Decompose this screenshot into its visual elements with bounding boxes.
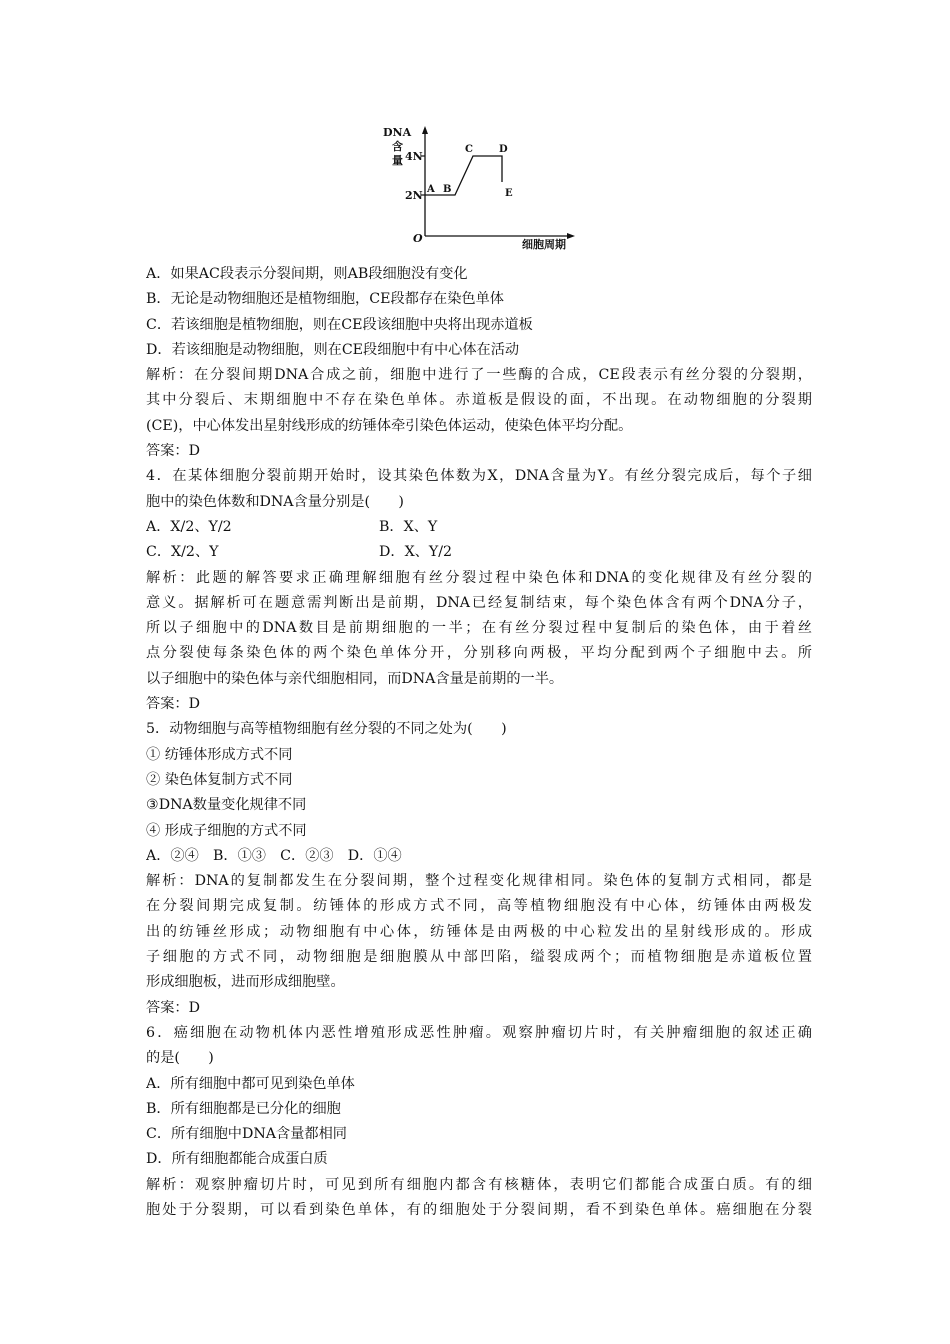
q4-stem-line: 4．在某体细胞分裂前期开始时，设其染色体数为X，DNA含量为Y。有丝分裂完成后，每个子细 xyxy=(146,468,812,485)
q6-analysis-line: 胞处于分裂期，可以看到染色单体，有的细胞处于分裂间期，看不到染色单体。癌细胞在分裂 xyxy=(146,1201,812,1218)
q6-analysis-line: 解析：观察肿瘤切片时，可见到所有细胞内都含有核糖体，表明它们都能合成蛋白质。有的细 xyxy=(146,1176,812,1193)
q4-option-b: B．X、Y xyxy=(379,518,438,535)
dna-curve xyxy=(425,156,502,195)
q4-analysis-line: 意义。据解析可在题意需判断出是前期，DNA已经复制结束，每个染色体含有两个DNA分子， xyxy=(146,594,812,611)
q5-analysis-line: 在分裂间期完成复制。纺锤体的形成方式不同，高等植物细胞没有中心体，纺锤体由两极发 xyxy=(146,898,812,915)
y-axis-label-liang: 量 xyxy=(392,154,403,167)
q5-item-3: ③DNA数量变化规律不同 xyxy=(146,797,307,814)
q3-option-a: A．如果AC段表示分裂间期，则AB段细胞没有变化 xyxy=(146,266,468,282)
point-label-d: D xyxy=(499,144,508,155)
x-axis-label: 细胞周期 xyxy=(522,238,566,251)
q4-analysis-line: 所以子细胞中的DNA数目是前期细胞的一半；在有丝分裂过程中复制后的染色体，由于着丝 xyxy=(146,620,812,637)
q5-analysis-line: 子细胞的方式不同，动物细胞是细胞膜从中部凹陷，缢裂成两个；而植物细胞是赤道板位置 xyxy=(146,949,812,966)
q3-option-c: C．若该细胞是植物细胞，则在CE段该细胞中央将出现赤道板 xyxy=(146,316,533,333)
q3-answer: 答案：D xyxy=(146,443,200,460)
q3-option-d: D．若该细胞是动物细胞，则在CE段细胞中有中心体在活动 xyxy=(146,341,520,358)
q3-option-b: B．无论是动物细胞还是植物细胞，CE段都存在染色单体 xyxy=(146,291,504,308)
q4-option-a: A．X/2、Y/2 xyxy=(146,518,232,535)
dna-content-graph xyxy=(375,122,585,262)
y-axis-label-han: 含 xyxy=(392,140,403,153)
q4-options-row xyxy=(146,515,812,540)
point-label-b: B xyxy=(443,184,452,195)
x-axis-arrow xyxy=(567,233,575,239)
tick-label-2n: 2N xyxy=(405,189,423,202)
q4-analysis-line: 解析：此题的解答要求正确理解细胞有丝分裂过程中染色体和DNA的变化规律及有丝分裂的 xyxy=(146,569,812,586)
q4-option-d: D．X、Y/2 xyxy=(379,544,453,561)
q5-analysis-line: 出的纺锤丝形成；动物细胞有中心体，纺锤体是由两极的中心粒发出的星射线形成的。形成 xyxy=(146,923,812,940)
q3-analysis-line: 解析：在分裂间期DNA合成之前，细胞中进行了一些酶的合成，CE段表示有丝分裂的分裂期， xyxy=(146,367,812,384)
q4-analysis-line: 以子细胞中的染色体与亲代细胞相同，而DNA含量是前期的一半。 xyxy=(146,670,564,687)
q4-option-c: C．X/2、Y xyxy=(146,544,219,561)
q6-stem-line: 6．癌细胞在动物机体内恶性增殖形成恶性肿瘤。观察肿瘤切片时，有关肿瘤细胞的叙述正确 xyxy=(146,1024,812,1041)
q6-option-c: C．所有细胞中DNA含量都相同 xyxy=(146,1126,347,1143)
point-label-c: C xyxy=(465,144,473,155)
point-label-e: E xyxy=(505,188,513,199)
q5-answer: 答案：D xyxy=(146,999,200,1016)
q5-item-1: ① 纺锤体形成方式不同 xyxy=(146,746,293,763)
dna-graph-svg xyxy=(375,122,585,262)
y-axis-label-dna: DNA xyxy=(383,126,412,139)
q3-analysis-line: 其中分裂后、末期细胞中不存在染色单体。赤道板是假设的面，不出现。在动物细胞的分裂期 xyxy=(146,392,812,409)
point-label-a: A xyxy=(427,184,435,195)
q5-item-4: ④ 形成子细胞的方式不同 xyxy=(146,822,307,839)
q4-options-row xyxy=(146,540,812,565)
q6-option-b: B．所有细胞都是已分化的细胞 xyxy=(146,1100,341,1117)
tick-label-4n: 4N xyxy=(405,150,423,163)
q5-analysis-line: 形成细胞板，进而形成细胞壁。 xyxy=(146,974,345,991)
origin-label: O xyxy=(413,232,423,245)
q4-analysis-line: 点分裂使每条染色体的两个染色单体分开，分别移向两极，平均分配到两个子细胞中去。所 xyxy=(146,645,812,662)
q4-stem-line: 胞中的染色体数和DNA含量分别是( ) xyxy=(146,493,404,510)
q6-stem-line: 的是( ) xyxy=(146,1050,214,1067)
q4-answer: 答案：D xyxy=(146,696,200,713)
q5-stem: 5．动物细胞与高等植物细胞有丝分裂的不同之处为( ) xyxy=(146,721,507,738)
q5-item-2: ② 染色体复制方式不同 xyxy=(146,771,293,788)
q6-option-a: A．所有细胞中都可见到染色单体 xyxy=(146,1075,355,1092)
document-body xyxy=(146,262,812,1223)
q3-analysis-line: (CE)，中心体发出星射线形成的纺锤体牵引染色体运动，使染色体平均分配。 xyxy=(146,417,633,434)
q5-options: A．②④ B．①③ C．②③ D．①④ xyxy=(146,847,402,864)
y-axis-arrow xyxy=(422,126,428,134)
q5-analysis-line: 解析：DNA的复制都发生在分裂间期，整个过程变化规律相同。染色体的复制方式相同，都是 xyxy=(146,873,812,890)
q6-option-d: D．所有细胞都能合成蛋白质 xyxy=(146,1151,328,1168)
